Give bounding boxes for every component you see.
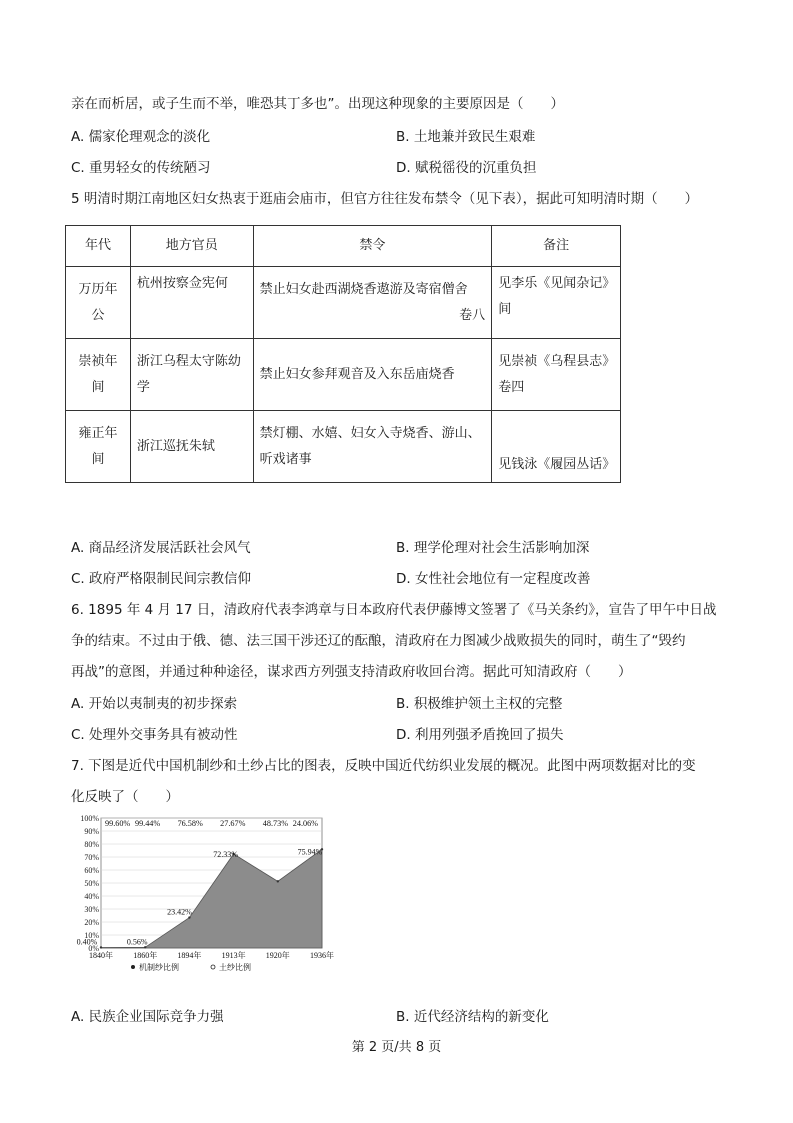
q6-stem-line1: 6. 1895 年 4 月 17 日，清政府代表李鸿章与日本政府代表伊藤博文签署了《马关条约》，宣告了甲午中日战: [71, 602, 717, 618]
legend-label-handspun: 土纱比例: [219, 963, 251, 972]
table-cell-note: 见崇祯《乌程县志》卷四: [492, 339, 621, 411]
q5-stem: 5 明清时期江南地区妇女热衷于逛庙会庙市，但官方往往发布禁令（见下表），据此可知明清时期（ ）: [71, 191, 699, 207]
y-tick-label: 90%: [84, 827, 99, 836]
q5-option-a[interactable]: A. 商品经济发展活跃社会风气: [71, 540, 251, 556]
table-cell-official: 浙江乌程太守陈幼学: [130, 339, 253, 411]
q4-option-b[interactable]: B. 土地兼并致民生艰难: [396, 129, 536, 145]
y-tick-label: 30%: [84, 905, 99, 914]
table-cell-year: 崇祯年间: [66, 339, 131, 411]
data-label-machine: 72.33%: [213, 849, 238, 859]
table-cell-year: 万历年公: [66, 267, 131, 339]
table-cell-official: 浙江巡抚朱轼: [130, 411, 253, 483]
legend-label-machine: 机制纱比例: [139, 963, 179, 972]
data-label-machine: 23.42%: [167, 907, 192, 917]
edict-table: [65, 225, 621, 483]
table-cell-ban: [253, 267, 492, 339]
table-header-cell: 备注: [492, 226, 621, 267]
legend-marker-handspun: [211, 965, 215, 969]
table-row: [66, 267, 621, 339]
q6-option-c[interactable]: C. 处理外交事务具有被动性: [71, 727, 238, 743]
data-label-handspun: 99.60%: [105, 819, 131, 828]
y-tick-label: 0%: [88, 944, 99, 953]
ban-text: 禁止妇女赴西湖烧香遨游及寄宿僧舍: [259, 281, 468, 297]
data-point: [144, 946, 146, 948]
table-row: [66, 339, 621, 411]
data-label-handspun: 48.73%: [262, 819, 289, 828]
q4-option-d[interactable]: D. 赋税徭役的沉重负担: [396, 160, 537, 176]
data-label-handspun: 27.67%: [220, 819, 246, 828]
x-tick-label: 1920年: [265, 951, 290, 960]
y-tick-label: 20%: [84, 918, 99, 927]
y-tick-label: 60%: [84, 866, 99, 875]
y-tick-label: 10%: [84, 931, 99, 940]
data-label-handspun: 76.58%: [177, 819, 203, 828]
data-label-machine: 75.94%: [297, 847, 323, 857]
q4-stem-tail: 亲在而析居，或子生而不举，唯恐其丁多也”。出现这种现象的主要原因是（ ）: [71, 96, 564, 112]
ban-text-tail: 卷八: [459, 307, 486, 323]
x-tick-label: 1936年: [310, 951, 334, 960]
q7-option-b[interactable]: B. 近代经济结构的新变化: [396, 1009, 549, 1025]
q5-option-c[interactable]: C. 政府严格限制民间宗教信仰: [71, 571, 252, 587]
q6-option-b[interactable]: B. 积极维护领土主权的完整: [396, 696, 563, 712]
legend-marker-machine: [131, 965, 135, 969]
yarn-share-chart: [70, 810, 342, 982]
table-row: [66, 411, 621, 483]
q7-option-a[interactable]: A. 民族企业国际竞争力强: [71, 1009, 224, 1025]
y-tick-label: 100%: [80, 814, 99, 823]
data-point: [100, 946, 102, 948]
data-label-handspun: 24.06%: [292, 819, 318, 828]
q4-option-a[interactable]: A. 儒家伦理观念的淡化: [71, 129, 211, 145]
x-tick-label: 1913年: [221, 951, 246, 960]
table-cell-official: 杭州按察佥宪何: [130, 267, 253, 339]
x-tick-label: 1840年: [89, 951, 113, 960]
page-footer: 第 2 页/共 8 页: [351, 1040, 442, 1055]
y-tick-label: 70%: [84, 853, 99, 862]
table-cell-ban: 禁止妇女参拜观音及入东岳庙烧香: [253, 339, 492, 411]
data-point: [277, 880, 279, 882]
q6-stem-line2: 争的结束。不过由于俄、德、法三国干涉还辽的酝酿，清政府在力图减少战败损失的同时，萌生了“毁约: [71, 633, 686, 649]
y-tick-label: 50%: [84, 879, 99, 888]
table-header-cell: 地方官员: [130, 226, 253, 267]
chart-svg: [70, 810, 342, 982]
table-cell-ban: 禁灯棚、水嬉、妇女入寺烧香、游山、听戏诸事: [253, 411, 492, 483]
x-tick-label: 1860年: [133, 951, 158, 960]
y-tick-label: 40%: [84, 892, 99, 901]
data-label-handspun: 99.44%: [134, 819, 161, 828]
q6-stem-line3: 再战”的意图，并通过种种途径，谋求西方列强支持清政府收回台湾。据此可知清政府（ ）: [71, 664, 632, 680]
q6-option-a[interactable]: A. 开始以夷制夷的初步探索: [71, 696, 238, 712]
y-tick-label: 80%: [84, 840, 99, 849]
table-header-row: [66, 226, 621, 267]
q7-stem-line2: 化反映了（ ）: [71, 789, 179, 805]
x-tick-label: 1894年: [177, 951, 202, 960]
data-point: [188, 916, 190, 918]
table-header-cell: 年代: [66, 226, 131, 267]
data-label-machine: 0.56%: [126, 937, 148, 947]
q6-option-d[interactable]: D. 利用列强矛盾挽回了损失: [396, 727, 564, 743]
table-header-cell: 禁令: [253, 226, 492, 267]
table-cell-year: 雍正年间: [66, 411, 131, 483]
table-cell-note: 见李乐《见闻杂记》间: [492, 267, 621, 339]
table-cell-note: 见钱泳《履园丛话》: [492, 411, 621, 483]
q4-option-c[interactable]: C. 重男轻女的传统陋习: [71, 160, 211, 176]
data-label-machine: 0.40%: [76, 937, 98, 947]
q5-option-d[interactable]: D. 女性社会地位有一定程度改善: [396, 571, 591, 587]
q7-stem-line1: 7. 下图是近代中国机制纱和土纱占比的图表，反映中国近代纺织业发展的概况。此图中两项数据对比的变: [71, 758, 696, 774]
q5-option-b[interactable]: B. 理学伦理对社会生活影响加深: [396, 540, 590, 556]
